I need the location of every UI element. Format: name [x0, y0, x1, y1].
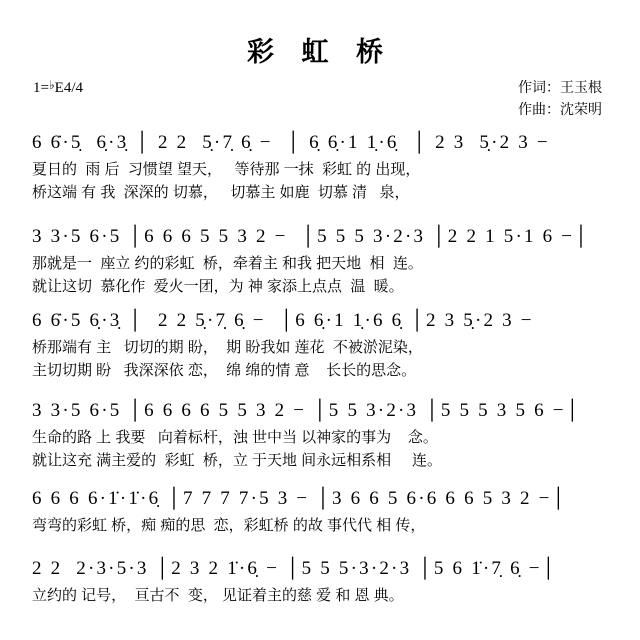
- key-signature: [33, 78, 83, 97]
- key-label: 1=: [33, 80, 49, 96]
- lyric-row: 生命的路 上 我要 向着标杆，浊 世中当 以神家的事为 念。: [32, 429, 438, 446]
- note-row: 2 2 2·3·5·3 │2 3 2 1̇·6̣ − │5 5 5·3·2·3 │5 6 1̇·7̣ 6̣ −│: [32, 558, 558, 579]
- music-system-4: [32, 400, 610, 472]
- lyric-row: 弯弯的彩虹 桥，痴 痴的思 恋，彩虹桥 的故 事代代 相 传，: [32, 517, 426, 534]
- key-note: E: [54, 80, 64, 96]
- note-row: 3 3·5 6·5 │6 6 6 5 5 3 2 − │5 5 5 3·2·3 │2 2 1 5·1 6 −│: [32, 226, 590, 247]
- note-row: 6 6̇·5̣ 6̣·3̣ │ 2 2 5̣·7̣ 6̣ − │ 6̣ 6̣·1 1̣·6̣ │ 2 3 5̣·2 3 −: [32, 132, 550, 153]
- note-row: 6 6̇·5 6̣·3̣ │ 2 2 5̣·7̣ 6̣ − │6 6̣·1 1̣·6 6̣ │2 3 5̣·2 3 −: [32, 310, 534, 331]
- lyric-row: 桥那端有 主 切切的期 盼， 期 盼我如 莲花 不被淤泥染，: [32, 339, 423, 356]
- lyric-row: 夏日的 雨 后 习惯望 望天， 等待那 一抹 彩虹 的 出现，: [32, 161, 421, 178]
- page-title: 彩 虹 桥: [246, 37, 393, 67]
- music-system-3: [32, 310, 610, 382]
- lyric-row: 就让这充 满主爱的 彩虹 桥，立 于天地 间永远相系相 连。: [32, 452, 443, 469]
- music-system-2: [32, 226, 610, 298]
- lyric-row: 桥这端 有 我 深深的 切慕， 切慕主 如鹿 切慕 清 泉，: [32, 184, 410, 201]
- music-system-1: [32, 132, 610, 204]
- music-system-5: [32, 488, 610, 537]
- note-row: 3 3·5 6·5 │6 6 6 6 5 5 3 2 − │5 5 3·2·3 │5 5 5 3 5 6 −│: [32, 400, 582, 421]
- note-row: 6 6 6 6·1̇·1̇·6̣ │7 7 7 7·5 3 − │3 6 6 5 6·6 6 6 5 3 2 −│: [32, 488, 568, 509]
- lyric-row: 那就是一 座立 约的彩虹 桥，牵着主 和我 把天地 相 连。: [32, 255, 423, 272]
- lyricist-credit: 作词：王玉根: [518, 79, 602, 95]
- lyric-row: 主切切期 盼 我深深依 恋， 绵 绵的情 意 长长的思念。: [32, 362, 417, 379]
- credits-block: [518, 76, 602, 120]
- flat-sign: ♭: [48, 78, 55, 92]
- music-system-6: [32, 558, 610, 607]
- composer-credit: 作曲：沈荣明: [518, 101, 602, 117]
- lyric-row: 立约的 记号， 亘古不 变， 见证着主的慈 爱 和 恩 典。: [32, 587, 404, 604]
- lyric-row: 就让这切 慕化作 爱火一团，为 神 家添上点点 温 暖。: [32, 278, 404, 295]
- time-signature: 4/4: [63, 80, 83, 96]
